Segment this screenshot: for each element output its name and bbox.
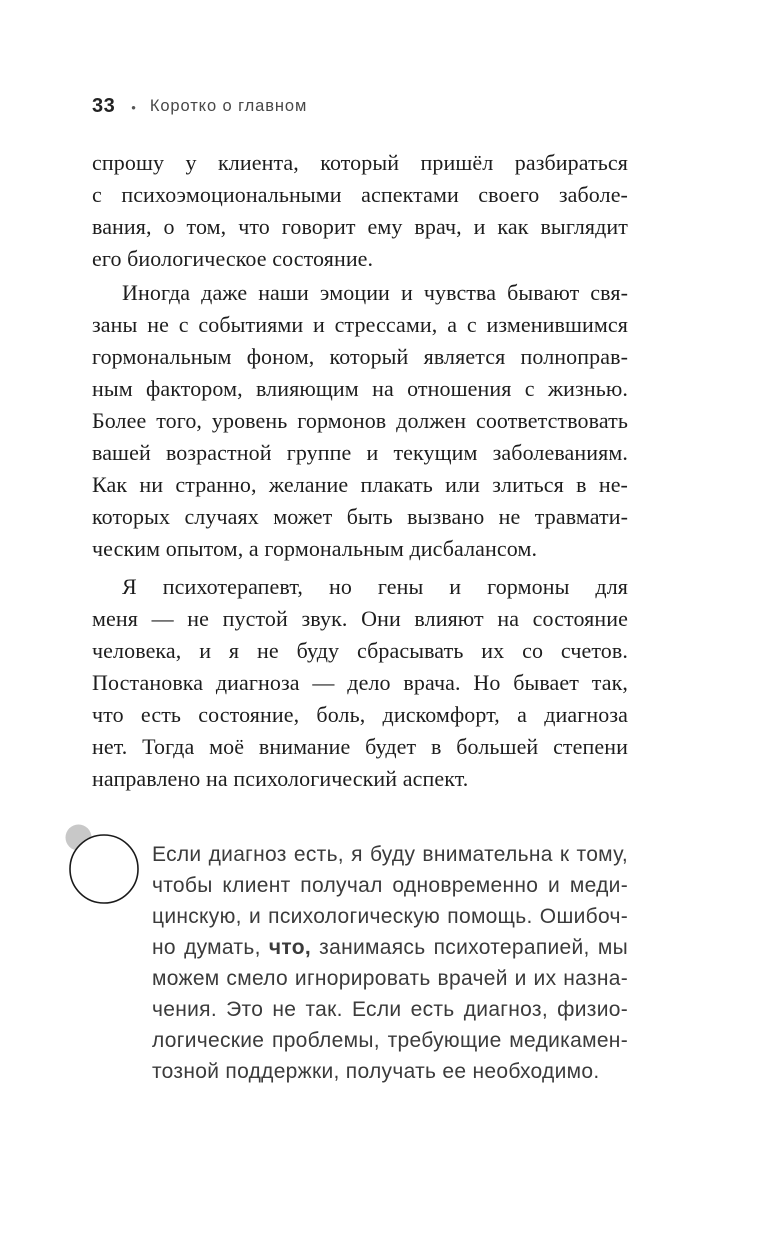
text-line: Если диагноз есть, я буду внимательна к тому, [152,843,628,866]
paragraph [92,571,628,795]
running-title: Коротко о главном [149,97,308,115]
text-line: спрошу у клиента, который пришёл разбираться [92,150,628,175]
text-line: нет. Тогда моё внимание будет в большей степени [92,734,628,759]
text-line [152,932,628,963]
page-number: 33 [92,95,116,117]
text-segment: занимаясь психотерапией, мы [310,936,628,959]
callout-quote [152,839,628,1087]
text-line: которых случаях может быть вызвано не травмати- [92,504,628,529]
text-line: можем смело игнорировать врачей и их назна- [152,967,628,990]
paragraph [92,147,628,275]
paragraph [92,277,628,565]
text-line: его биологическое состояние. [92,246,374,271]
text-line: Иногда даже наши эмоции и чувства бывают свя- [122,280,628,305]
text-line: тозной поддержки, получать ее необходимо. [152,1060,600,1083]
text-line: вашей возрастной группе и текущим заболеваниям. [92,440,628,465]
bullet-separator-icon: • [131,100,136,115]
text-line: Более того, уровень гормонов должен соответствовать [92,408,628,433]
text-line: направлено на психологический аспект. [92,766,469,791]
text-segment: но думать, [152,936,269,959]
text-line: ным фактором, влияющим на отношения с жизнью. [92,376,628,401]
bold-text-segment: что, [268,936,311,959]
text-line: чтобы клиент получал одновременно и меди- [152,874,628,897]
text-line: Постановка диагноза — дело врача. Но бывает так, [92,670,628,695]
overlapping-circles-icon [64,823,144,909]
text-line: что есть состояние, боль, дискомфорт, а диагноза [92,702,628,727]
body-text [92,147,628,795]
text-line: гормональным фоном, который является полноправ- [92,344,628,369]
text-line: ческим опытом, а гормональным дисбалансом. [92,536,538,561]
text-line: логические проблемы, требующие медикамен- [152,1029,628,1052]
text-line: вания, о том, что говорит ему врач, и как выглядит [92,214,628,239]
text-line: человека, и я не буду сбрасывать их со счетов. [92,638,628,663]
text-line: Я психотерапевт, но гены и гормоны для [122,574,628,599]
text-line: с психоэмоциональными аспектами своего заболе- [92,182,628,207]
text-line: цинскую, и психологическую помощь. Ошибоч- [152,905,628,928]
text-line: Как ни странно, желание плакать или злиться в не- [92,472,628,497]
text-line: меня — не пустой звук. Они влияют на состояние [92,606,628,631]
text-line: заны не с событиями и стрессами, а с изменившимся [92,312,628,337]
text-line: чения. Это не так. Если есть диагноз, физио- [152,998,628,1021]
page-header [92,95,307,118]
